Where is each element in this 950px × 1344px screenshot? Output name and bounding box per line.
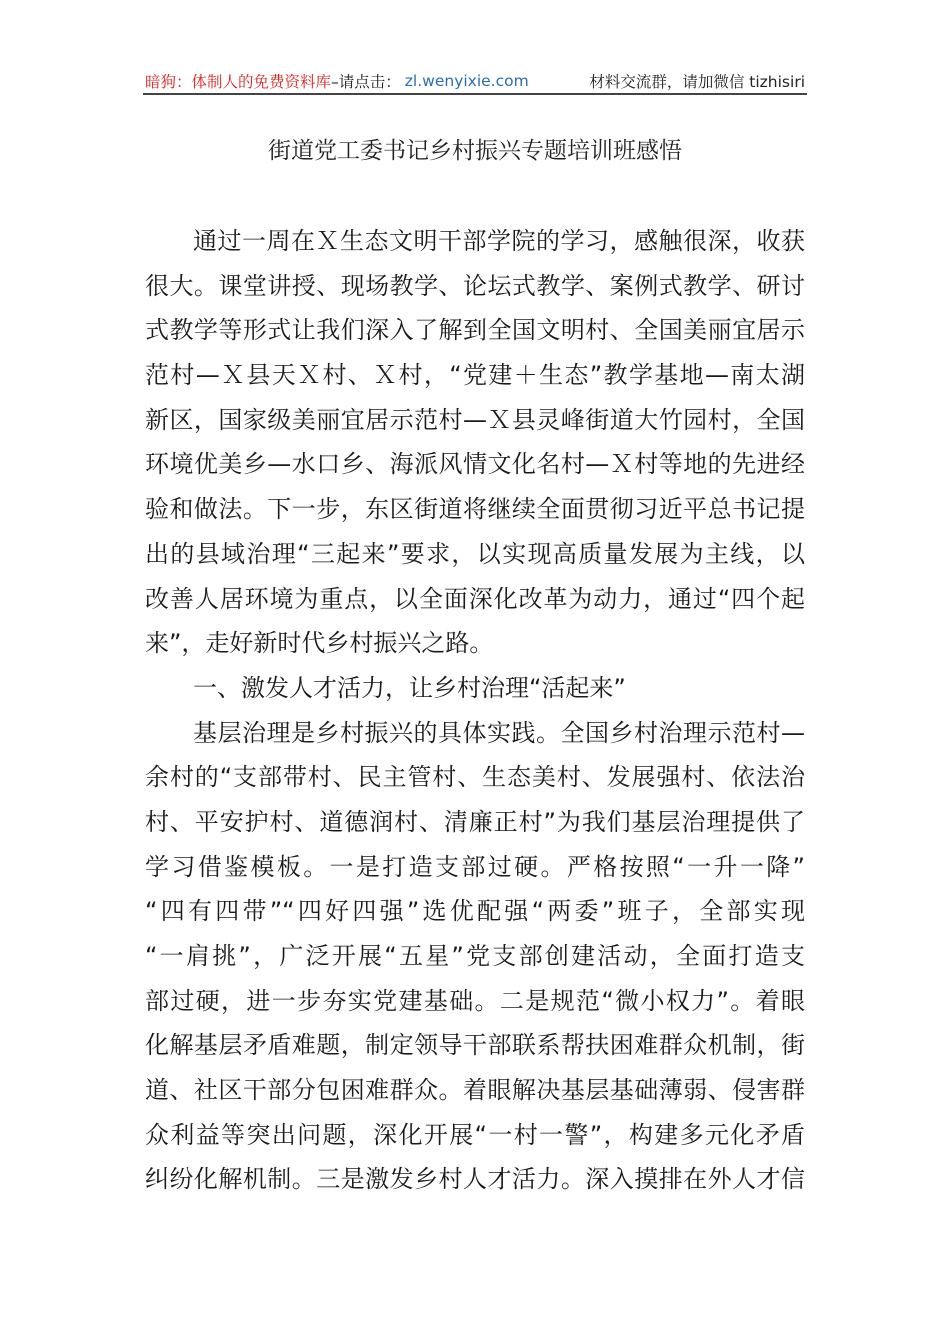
text-line: 部过硬，进一步夯实党建基础。二是规范“微小权力”。着眼 bbox=[145, 986, 805, 1015]
text-line: 新区，国家级美丽宜居示范村—Ｘ县灵峰街道大竹园村，全国 bbox=[145, 405, 805, 434]
text-line: 改善人居环境为重点，以全面深化改革为动力，通过“四个起 bbox=[145, 584, 805, 613]
text-line: 通过一周在Ｘ生态文明干部学院的学习，感触很深，收获 bbox=[193, 227, 805, 255]
section-heading bbox=[145, 666, 805, 711]
text-line: 来”，走好新时代乡村振兴之路。 bbox=[145, 629, 494, 658]
text-line: 式教学等形式让我们深入了解到全国文明村、全国美丽宜居示 bbox=[145, 316, 805, 345]
text-line: 村、平安护村、道德润村、清廉正村”为我们基层治理提供了 bbox=[145, 807, 805, 836]
text-line: 余村的“支部带村、民主管村、生态美村、发展强村、依法治 bbox=[145, 763, 805, 792]
document-body bbox=[145, 219, 805, 1202]
text-line: 范村—Ｘ县天Ｘ村、Ｘ村，“党建＋生态”教学基地—南太湖 bbox=[145, 361, 805, 390]
text-line: 道、社区干部分包困难群众。着眼解决基层基础薄弱、侵害群 bbox=[145, 1076, 805, 1105]
header-click-text: –请点击： bbox=[331, 73, 401, 91]
text-line: 学习借鉴模板。一是打造支部过硬。严格按照“一升一降” bbox=[145, 852, 805, 881]
text-line: 基层治理是乡村振兴的具体实践。全国乡村治理示范村— bbox=[193, 718, 805, 747]
document-title: 街道党工委书记乡村振兴专题培训班感悟 bbox=[268, 138, 682, 164]
text-line: 很大。课堂讲授、现场教学、论坛式教学、案例式教学、研讨 bbox=[145, 271, 805, 300]
header-divider bbox=[143, 93, 807, 95]
text-line: “四有四带”“四好四强”选优配强“两委”班子，全部实现 bbox=[145, 897, 805, 926]
text-line: “一肩挑”，广泛开展“五星”党支部创建活动，全面打造支 bbox=[145, 942, 805, 970]
text-line: 纠纷化解机制。三是激发乡村人才活力。深入摸排在外人才信 bbox=[145, 1165, 805, 1194]
text-line: 验和做法。下一步，东区街道将继续全面贯彻习近平总书记提 bbox=[145, 495, 805, 524]
text-line: 环境优美乡—水口乡、海派风情文化名村—Ｘ村等地的先进经 bbox=[145, 450, 805, 479]
text-line: 一、激发人才活力，让乡村治理“活起来” bbox=[193, 673, 626, 702]
header-contact: 材料交流群，请加微信 tizhisiri bbox=[589, 73, 805, 91]
text-line: 化解基层矛盾难题，制定领导干部联系帮扶困难群众机制，街 bbox=[145, 1031, 805, 1060]
page-header bbox=[145, 70, 805, 92]
paragraph bbox=[145, 219, 805, 666]
header-promo: 暗狗：体制人的免费资料库 bbox=[145, 73, 332, 91]
paragraph bbox=[145, 711, 805, 1203]
text-line: 出的县域治理“三起来”要求，以实现高质量发展为主线，以 bbox=[145, 539, 805, 568]
header-url-link[interactable]: zl.wenyixie.com bbox=[404, 72, 529, 90]
text-line: 众利益等突出问题，深化开展“一村一警”，构建多元化矛盾 bbox=[145, 1120, 805, 1149]
